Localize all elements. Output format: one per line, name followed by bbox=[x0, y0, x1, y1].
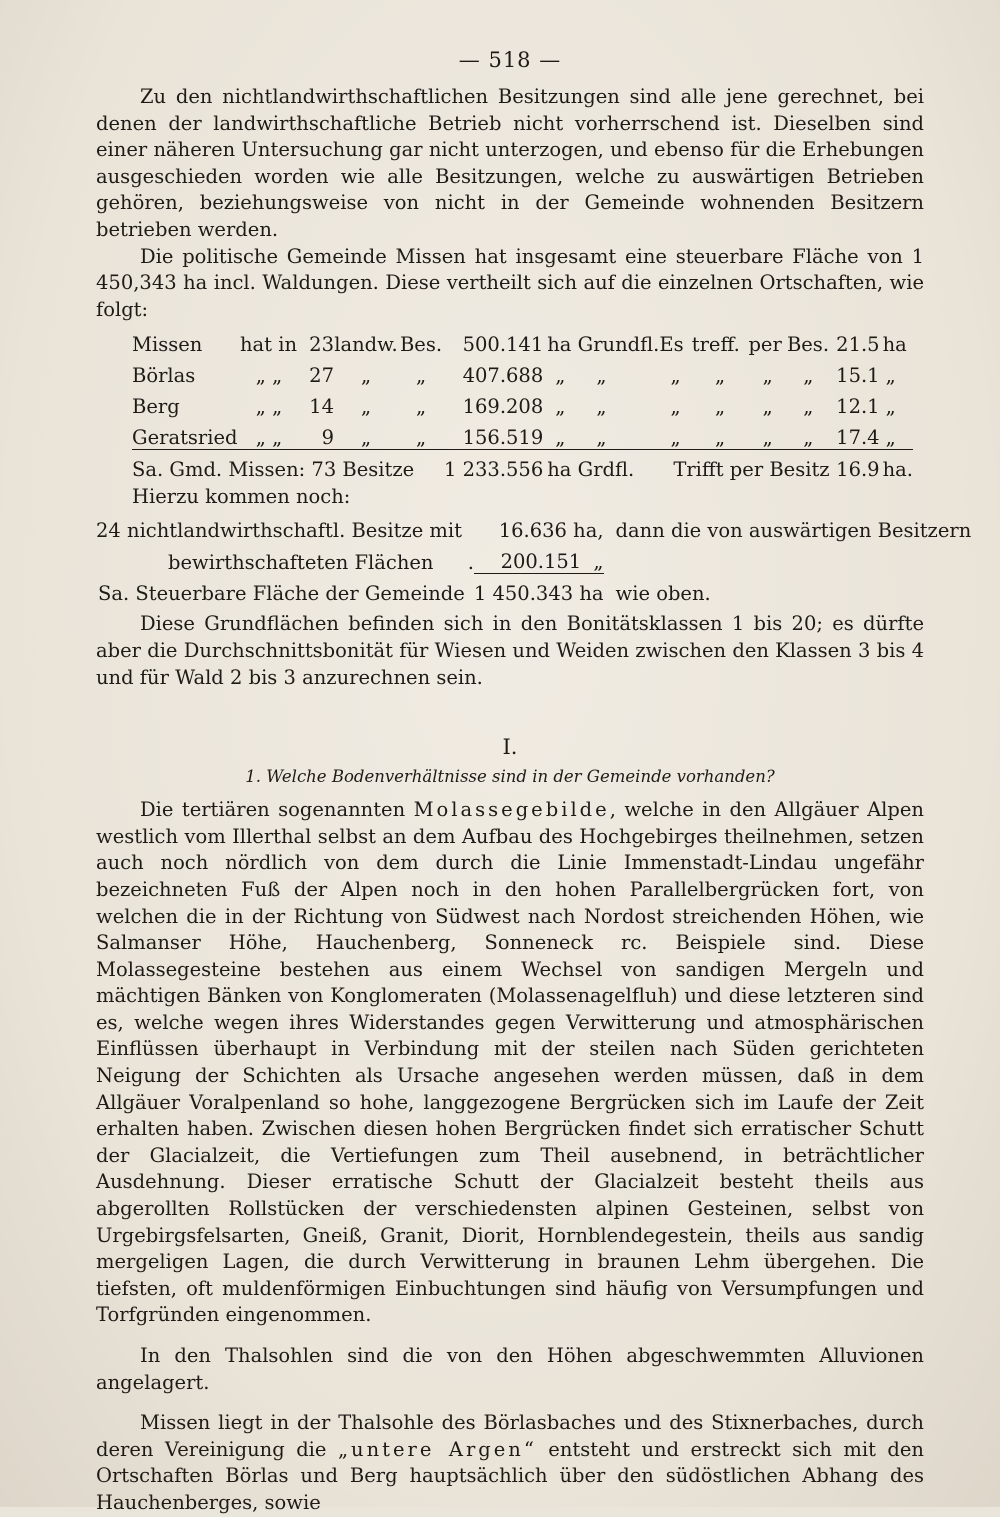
molasse-term: Molassegebilde bbox=[413, 798, 610, 822]
total-unit: ha Grdfl. bbox=[547, 458, 635, 482]
molasse-body: , welche in den Allgäuer Alpen westlich vom Illerthal selbst an dem Aufbau des Hochgebirges theilnehmen, setzen auch noch nördlich von dem durch die Linie Immenstadt-Lindau ungefähr bezeichneten Fuß der Alpen noch in den hohen Parallelbergrücken fort, von welchen die in der Richtung von Südwest nach Nordost streichenden Höhen, wie Salmanser Höhe, Hauchenberg, Sonneneck rc. Beispiele sind. Diese Molassegesteine bestehen aus einem Wechsel von sandigen Mergeln und mächtigen Bänken von Konglomeraten (Molassenagelfluh) und diese letzteren sind es, welche wegen ihres Widerstandes gegen Verwitterung und atmosphärischen Einflüssen überhaupt in Verbindung mit der steilen nach Süden gerichteten Neigung der Schichten als Ursache angesehen werden müssen, daß in dem Allgäuer Voralpenland so hohe, langgezogene Bergrücken sich im Laufe der Zeit erhalten haben. Zwischen diesen hohen Bergrücken findet sich erratischer Schutt der Glacialzeit, die Vertiefungen zum Theil ausebnend, in beträchtlicher Ausdehnung. Dieser erratische Schutt der Glacialzeit besteht theils aus abgerollten Rollstücken der verschiedensten alpinen Gesteinen, selbst von Urgebirgsfelsarten, Gneiß, Granit, Diorit, Hornblendegestein, theils aus sandig mergeligen Lagen, die durch Verwitterung in braunen Lehm übergehen. Die tiefsten, oft muldenförmigen Einbuchtungen sind häufig von Versumpfungen und Torfgründen eingenommen. bbox=[96, 798, 924, 1327]
additions-rest: wie oben. bbox=[615, 582, 711, 606]
location-intro: Missen liegt in der Thalsohle des Börlasbaches und des Stixnerbaches, durch deren Vereinigung die bbox=[96, 1411, 924, 1461]
bes-cell: „ bbox=[415, 364, 427, 388]
value-cell: 17.4 bbox=[830, 418, 880, 450]
additions-label: 24 nichtlandwirthschaftl. Besitze mit bbox=[96, 519, 462, 543]
landw-cell: „ bbox=[360, 364, 372, 388]
bes-cell: Bes. bbox=[399, 333, 443, 357]
additions-value-text: 200.151 bbox=[500, 550, 582, 574]
additions-row bbox=[96, 542, 971, 574]
es-cell: „ bbox=[659, 418, 691, 450]
per-cell: per bbox=[748, 333, 782, 357]
unit-cell: ha Grundfl. bbox=[547, 333, 660, 357]
es-cell: Es bbox=[659, 333, 684, 357]
bes-cell: „ bbox=[398, 418, 444, 450]
additions-value: 1 450.343 ha bbox=[473, 582, 604, 606]
value-cell: 15.1 bbox=[836, 364, 880, 388]
per-cell: „ bbox=[762, 364, 773, 388]
pbes-cell: Bes. bbox=[786, 333, 830, 357]
additions-value-unit: „ bbox=[593, 550, 604, 574]
total-area: 1 233.556 bbox=[444, 458, 544, 482]
area-cell: 169.208 bbox=[462, 395, 544, 419]
per-cell: „ bbox=[762, 395, 773, 419]
unit-cell: „ „ bbox=[555, 364, 607, 388]
pbes-cell: „ bbox=[787, 418, 830, 450]
hat-cell: „ „ bbox=[255, 395, 283, 419]
paragraph-area-overview: Die politische Gemeinde Missen hat insgesamt eine steuerbare Fläche von 1 450,343 ha incl. Waldungen. Diese vertheilt sich auf die einzelnen Ortschaften, wie folgt: bbox=[96, 244, 924, 321]
unit-cell: „ „ bbox=[543, 418, 659, 450]
value-unit-cell: ha bbox=[882, 333, 907, 357]
section-question: 1. Welche Bodenverhältnisse sind in der Gemeinde vorhanden? bbox=[245, 767, 775, 787]
count-cell: 14 bbox=[309, 395, 334, 419]
total-value: 16.9 bbox=[836, 458, 880, 482]
landw-cell: „ bbox=[360, 395, 372, 419]
value-unit-cell: „ bbox=[885, 395, 896, 419]
count-cell: 9 bbox=[298, 418, 334, 450]
es-cell: „ bbox=[670, 395, 681, 419]
unit-cell: „ „ bbox=[555, 395, 607, 419]
pbes-cell: „ bbox=[803, 364, 814, 388]
location-body: entsteht und erstreckt sich mit den Ortschaften Börlas und Berg hauptsächlich über den südöstlichen Abhang des Hauchenberges, sowie bbox=[96, 1437, 924, 1514]
paragraph-missen-location bbox=[96, 1410, 924, 1516]
untere-argen: „untere Argen“ bbox=[337, 1437, 537, 1461]
total-trifft: Trifft per Besitz bbox=[673, 458, 830, 482]
place-cell: Geratsried bbox=[132, 418, 240, 450]
empty-cell bbox=[604, 542, 972, 574]
treff-cell: „ bbox=[692, 418, 749, 450]
value-unit-cell: „ bbox=[885, 364, 896, 388]
additions-row bbox=[96, 574, 971, 606]
total-label: Sa. Gmd. Missen: 73 Besitze bbox=[132, 458, 415, 482]
additions-label: Sa. Steuerbare Fläche der Gemeinde bbox=[98, 582, 465, 606]
paragraph-non-agricultural: Zu den nichtlandwirthschaftlichen Besitzungen sind alle jene gerechnet, bei denen der landwirthschaftliche Betrieb nicht vorherrschend ist. Dieselben sind einer näheren Untersuchung gar nicht unterzogen, und ebenso für die Erhebungen ausgeschieden worden wie alle Besitzungen, welche zu auswärtigen Betrieben gehören, beziehungsweise von nicht in der Gemeinde wohnenden Besitzern betrieben werden. bbox=[96, 85, 924, 241]
additions-rest: dann die von auswärtigen Besitzern bbox=[615, 519, 972, 543]
additions-label-text: bewirthschafteten Flächen bbox=[168, 550, 434, 574]
hat-cell: hat in bbox=[240, 333, 298, 357]
table-row bbox=[132, 325, 913, 356]
hat-cell: „ „ bbox=[240, 418, 298, 450]
count-cell: 27 bbox=[309, 364, 334, 388]
pbes-cell: „ bbox=[803, 395, 814, 419]
additions-block bbox=[132, 481, 924, 511]
area-cell: 407.688 bbox=[462, 364, 544, 388]
count-cell: 23 bbox=[309, 333, 334, 357]
additions-label bbox=[96, 542, 474, 574]
value-unit-cell: „ bbox=[880, 418, 913, 450]
area-cell: 500.141 bbox=[462, 333, 544, 357]
page-number: — 518 — bbox=[458, 48, 562, 72]
table-row bbox=[132, 387, 913, 418]
treff-cell: „ bbox=[715, 364, 726, 388]
table-total-row bbox=[132, 450, 913, 482]
paragraph-alluvium: In den Thalsohlen sind die von den Höhen abgeschwemmten Alluvionen angelagert. bbox=[96, 1344, 924, 1394]
treff-cell: treff. bbox=[691, 333, 740, 357]
paragraph-soil-classes: Diese Grundflächen befinden sich in den Bonitätsklassen 1 bis 20; es dürfte aber die Durchschnittsbonität für Wiesen und Weiden zwischen den Klassen 3 bis 4 und für Wald 2 bis 3 anzurechnen sein. bbox=[96, 612, 924, 689]
additions-dot: . bbox=[467, 550, 474, 574]
additions-table bbox=[96, 511, 971, 605]
table-row bbox=[132, 356, 913, 387]
area-table bbox=[132, 325, 913, 481]
place-cell: Berg bbox=[132, 395, 180, 419]
additions-value bbox=[474, 542, 604, 574]
treff-cell: „ bbox=[715, 395, 726, 419]
paragraph-molasse bbox=[96, 797, 924, 1329]
place-cell: Missen bbox=[132, 333, 203, 357]
es-cell: „ bbox=[670, 364, 681, 388]
table-row bbox=[132, 418, 913, 450]
section-numeral: I. bbox=[502, 735, 518, 760]
additions-intro: Hierzu kommen noch: bbox=[132, 485, 351, 509]
total-value-unit: ha. bbox=[882, 458, 913, 482]
place-cell: Börlas bbox=[132, 364, 196, 388]
landw-cell: „ bbox=[334, 418, 398, 450]
hat-cell: „ „ bbox=[255, 364, 283, 388]
molasse-intro: Die tertiären sogenannten bbox=[140, 798, 414, 822]
area-cell: 156.519 bbox=[444, 418, 543, 450]
additions-row bbox=[96, 511, 971, 542]
value-cell: 21.5 bbox=[836, 333, 880, 357]
bes-cell: „ bbox=[415, 395, 427, 419]
landw-cell: landw. bbox=[334, 333, 398, 357]
additions-value: 16.636 ha, bbox=[498, 519, 604, 543]
per-cell: „ bbox=[748, 418, 786, 450]
value-cell: 12.1 bbox=[836, 395, 880, 419]
